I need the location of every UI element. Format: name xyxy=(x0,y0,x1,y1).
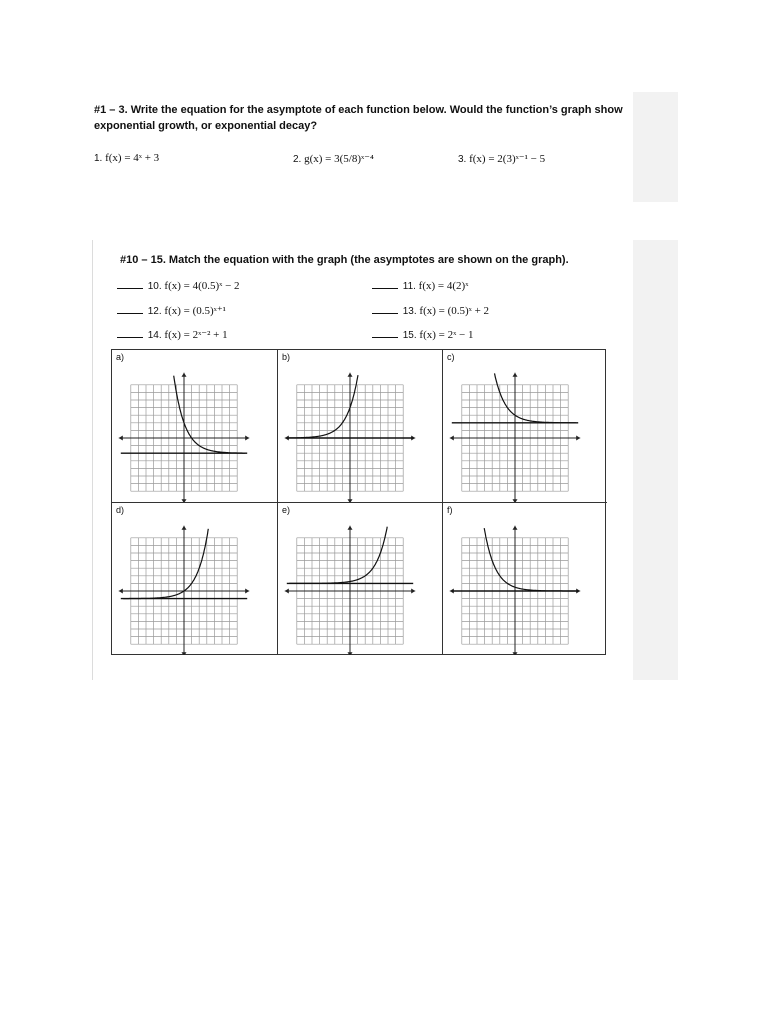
problem-number: 1. xyxy=(94,153,103,164)
x-axis-arrow xyxy=(245,436,249,441)
x-axis-arrow xyxy=(411,589,415,594)
problem-number: 12. xyxy=(147,306,162,317)
problem-number: 13. xyxy=(402,306,417,317)
problem-1 xyxy=(94,152,159,164)
y-axis-arrow xyxy=(513,526,518,530)
problem-equation: g(x) = 3(5/8)ˣ⁻⁴ xyxy=(304,153,374,165)
problem-equation: f(x) = 2ˣ − 1 xyxy=(419,329,474,341)
graph-e xyxy=(278,503,443,655)
y-axis-arrow xyxy=(513,373,518,377)
graph-cell-b xyxy=(277,350,442,502)
match-problem-14 xyxy=(117,328,228,341)
problem-equation: f(x) = 2(3)ˣ⁻¹ − 5 xyxy=(469,153,546,165)
match-problem-11 xyxy=(372,279,468,292)
graph-cell-f xyxy=(442,502,607,654)
graph-label: a) xyxy=(116,352,125,362)
graph-table xyxy=(111,349,606,655)
answer-blank[interactable] xyxy=(117,279,143,289)
y-axis-arrow xyxy=(182,373,187,377)
match-problem-10 xyxy=(117,279,240,292)
y-axis-arrow xyxy=(348,652,353,655)
match-problem-12 xyxy=(117,304,226,317)
graph-cell-a xyxy=(112,350,277,502)
y-axis-arrow xyxy=(182,652,187,655)
graph-cell-c xyxy=(442,350,607,502)
problem-equation: f(x) = (0.5)ˣ⁺¹ xyxy=(164,305,226,317)
match-problem-15 xyxy=(372,328,473,341)
x-axis-arrow xyxy=(285,589,289,594)
graph-label: f) xyxy=(447,505,453,515)
x-axis-arrow xyxy=(245,589,249,594)
problem-number: 2. xyxy=(293,154,302,165)
problem-equation: f(x) = 4(0.5)ˣ − 2 xyxy=(164,280,240,292)
graph-label: b) xyxy=(282,352,291,362)
graph-f xyxy=(443,503,608,655)
right-margin-sidebar xyxy=(633,92,678,202)
graph-label: e) xyxy=(282,505,291,515)
match-problem-13 xyxy=(372,304,489,317)
graph-cell-e xyxy=(277,502,442,654)
graph-a xyxy=(112,350,277,502)
x-axis-arrow xyxy=(576,436,580,441)
graph-cell-d xyxy=(112,502,277,654)
y-axis-arrow xyxy=(182,526,187,530)
answer-blank[interactable] xyxy=(117,304,143,314)
graph-d xyxy=(112,503,277,655)
problem-number: 14. xyxy=(147,330,162,341)
x-axis-arrow xyxy=(119,436,123,441)
y-axis-arrow xyxy=(348,373,353,377)
problem-equation: f(x) = (0.5)ˣ + 2 xyxy=(419,305,490,317)
y-axis-arrow xyxy=(513,652,518,655)
problem-2 xyxy=(293,152,374,165)
problem-number: 15. xyxy=(402,330,417,341)
graph-label: d) xyxy=(116,505,125,515)
answer-blank[interactable] xyxy=(372,304,398,314)
part1-heading: #1 – 3. Write the equation for the asymptote of each function below. Would the function’s graph show exponential growth, or exponential decay? xyxy=(94,104,623,132)
problem-number: 11. xyxy=(402,281,416,292)
exponential-curve xyxy=(123,529,208,599)
graph-b xyxy=(278,350,443,502)
problem-3 xyxy=(458,152,545,165)
answer-blank[interactable] xyxy=(117,328,143,338)
problem-number: 3. xyxy=(458,154,467,165)
problem-equation: f(x) = 2ˣ⁻² + 1 xyxy=(164,329,228,341)
answer-blank[interactable] xyxy=(372,279,398,289)
panel-divider xyxy=(92,240,93,680)
problem-equation: f(x) = 4ˣ + 3 xyxy=(105,152,160,164)
problem-equation: f(x) = 4(2)ˣ xyxy=(418,280,469,292)
x-axis-arrow xyxy=(450,436,454,441)
x-axis-arrow xyxy=(119,589,123,594)
y-axis-arrow xyxy=(348,526,353,530)
problem-number: 10. xyxy=(147,281,162,292)
part2-heading: #10 – 15. Match the equation with the graph (the asymptotes are shown on the graph). xyxy=(120,254,569,266)
answer-blank[interactable] xyxy=(372,328,398,338)
graph-c xyxy=(443,350,608,502)
graph-label: c) xyxy=(447,352,455,362)
right-margin-sidebar xyxy=(633,240,678,680)
